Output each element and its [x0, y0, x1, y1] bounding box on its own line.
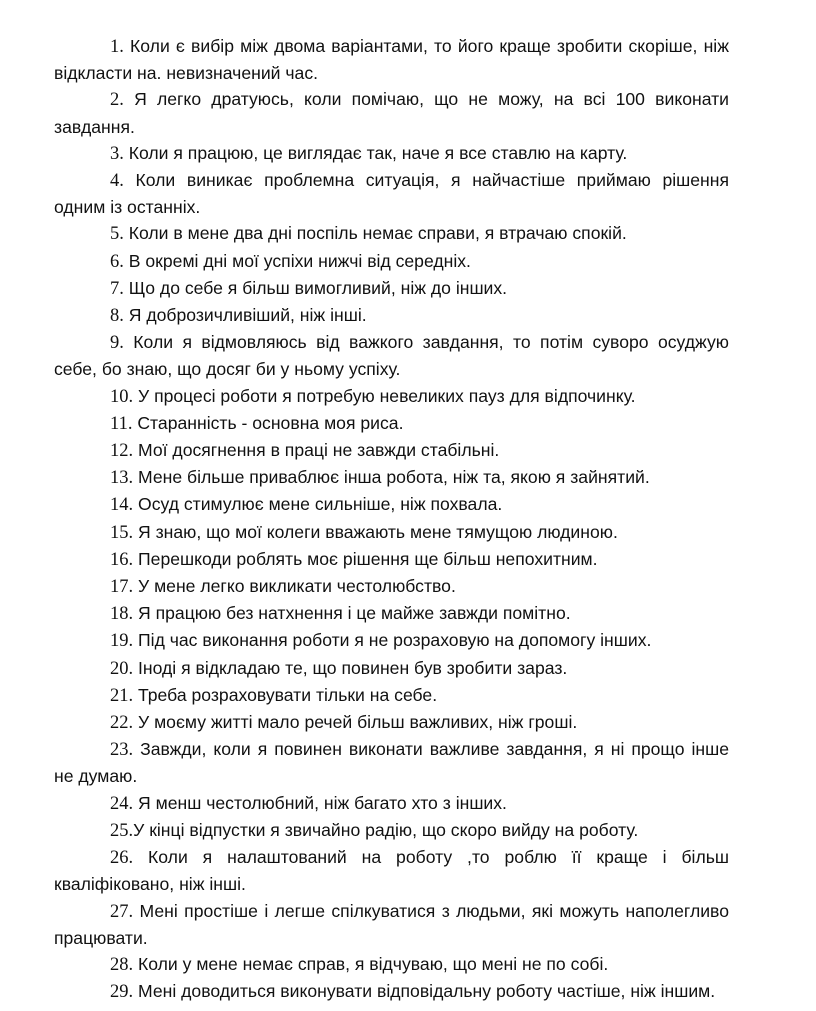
- question-item-3: [54, 140, 729, 167]
- question-number: 22.: [110, 713, 134, 734]
- question-text: В окремі дні мої успіхи нижчі від середніх.: [123, 250, 471, 271]
- question-text: Коли я відмовляюсь від важкого завдання, то потім суворо осуджую себе, бо знаю, що досяг би у ньому успіху.: [54, 332, 729, 380]
- question-item-16: [54, 546, 729, 573]
- question-text: Мені доводиться виконувати відповідальну роботу частіше, ніж іншим.: [133, 981, 716, 1002]
- question-number: 26.: [110, 848, 134, 869]
- question-item-9: [54, 329, 729, 382]
- question-item-28: [54, 951, 729, 978]
- question-number: 17.: [110, 577, 134, 598]
- question-text: Я знаю, що мої колеги вважають мене тямущою людиною.: [133, 521, 618, 542]
- question-number: 11.: [110, 413, 133, 434]
- question-item-4: [54, 167, 729, 220]
- question-text: Треба розраховувати тільки на себе.: [133, 684, 438, 705]
- question-text: У мене легко викликати честолюбство.: [133, 576, 456, 597]
- question-text: Коли я працюю, це виглядає так, наче я все ставлю на карту.: [123, 142, 628, 163]
- question-number: 15.: [110, 522, 134, 543]
- question-item-6: [54, 248, 729, 275]
- question-item-7: [54, 275, 729, 302]
- question-item-13: [54, 464, 729, 491]
- question-item-2: [54, 86, 729, 139]
- question-item-11: [54, 410, 729, 437]
- question-text: Старанність - основна моя риса.: [132, 412, 404, 433]
- question-item-27: [54, 898, 729, 951]
- question-item-25: [54, 817, 729, 844]
- question-text: Що до себе я більш вимогливий, ніж до інших.: [123, 277, 508, 298]
- question-number: 27.: [110, 901, 134, 922]
- question-number: 6.: [110, 251, 124, 272]
- question-text: Мої досягнення в праці не завжди стабільні.: [133, 440, 500, 461]
- question-text: Завжди, коли я повинен виконати важливе завдання, я ні прощо інше не думаю.: [54, 739, 729, 787]
- question-number: 2.: [110, 90, 124, 111]
- question-text: Коли є вибір між двома варіантами, то його краще зробити скоріше, ніж відкласти на. невизначений час.: [54, 36, 729, 84]
- question-number: 14.: [110, 495, 134, 516]
- question-item-21: [54, 682, 729, 709]
- question-item-17: [54, 573, 729, 600]
- question-number: 3.: [110, 143, 124, 164]
- question-text: У кінці відпустки я звичайно радію, що скоро вийду на роботу.: [133, 819, 639, 840]
- question-number: 16.: [110, 549, 134, 570]
- question-text: Я доброзичливіший, ніж інші.: [123, 305, 367, 326]
- question-number: 25.: [110, 820, 134, 841]
- question-text: У процесі роботи я потребую невеликих пауз для відпочинку.: [133, 385, 636, 406]
- question-text: Я працюю без натхнення і це майже завжди помітно.: [133, 603, 571, 624]
- question-number: 28.: [110, 954, 134, 975]
- question-text: Осуд стимулює мене сильніше, ніж похвала.: [133, 494, 503, 515]
- question-item-29: [54, 978, 729, 1005]
- question-text: Перешкоди роблять моє рішення ще більш непохитним.: [133, 548, 598, 569]
- question-number: 23.: [110, 740, 134, 761]
- question-text: Коли виникає проблемна ситуація, я найчастіше приймаю рішення одним із останніх.: [54, 170, 729, 218]
- question-number: 4.: [110, 171, 124, 192]
- question-number: 13.: [110, 468, 134, 489]
- questionnaire-page: [54, 33, 729, 1005]
- question-text: Коли у мене немає справ, я відчуваю, що мені не по собі.: [133, 953, 609, 974]
- question-number: 10.: [110, 386, 134, 407]
- question-item-20: [54, 655, 729, 682]
- question-item-8: [54, 302, 729, 329]
- question-number: 1.: [110, 37, 124, 57]
- question-item-5: [54, 220, 729, 247]
- question-item-23: [54, 736, 729, 789]
- question-item-19: [54, 627, 729, 654]
- question-number: 12.: [110, 441, 134, 462]
- question-item-14: [54, 491, 729, 518]
- question-text: Коли я налаштований на роботу ,то роблю її краще і більш кваліфіковано, ніж інші.: [54, 847, 729, 895]
- question-text: Я легко дратуюсь, коли помічаю, що не можу, на всі 100 виконати завдання.: [54, 89, 729, 137]
- question-item-26: [54, 844, 729, 897]
- question-text: Я менш честолюбний, ніж багато хто з інших.: [133, 792, 507, 813]
- question-text: Під час виконання роботи я не розраховую на допомогу інших.: [133, 630, 652, 651]
- question-number: 8.: [110, 306, 124, 327]
- question-number: 19.: [110, 631, 134, 652]
- question-number: 5.: [110, 224, 124, 245]
- question-item-24: [54, 790, 729, 817]
- question-text: Іноді я відкладаю те, що повинен був зробити зараз.: [133, 657, 568, 678]
- question-item-12: [54, 437, 729, 464]
- question-number: 7.: [110, 278, 124, 299]
- question-item-15: [54, 519, 729, 546]
- question-text: Коли в мене два дні поспіль немає справи, я втрачаю спокій.: [123, 223, 627, 244]
- question-number: 9.: [110, 333, 124, 354]
- question-item-1: [54, 33, 729, 86]
- question-text: Мене більше приваблює інша робота, ніж та, якою я зайнятий.: [133, 467, 650, 488]
- question-item-22: [54, 709, 729, 736]
- question-number: 29.: [110, 982, 134, 1003]
- question-item-18: [54, 600, 729, 627]
- question-number: 20.: [110, 658, 134, 679]
- question-text: У моєму житті мало речей більш важливих, ніж гроші.: [133, 712, 578, 733]
- question-number: 24.: [110, 793, 134, 814]
- question-item-10: [54, 383, 729, 410]
- question-text: Мені простіше і легше спілкуватися з людьми, які можуть наполегливо працювати.: [54, 900, 729, 948]
- question-number: 21.: [110, 685, 134, 706]
- question-number: 18.: [110, 604, 134, 625]
